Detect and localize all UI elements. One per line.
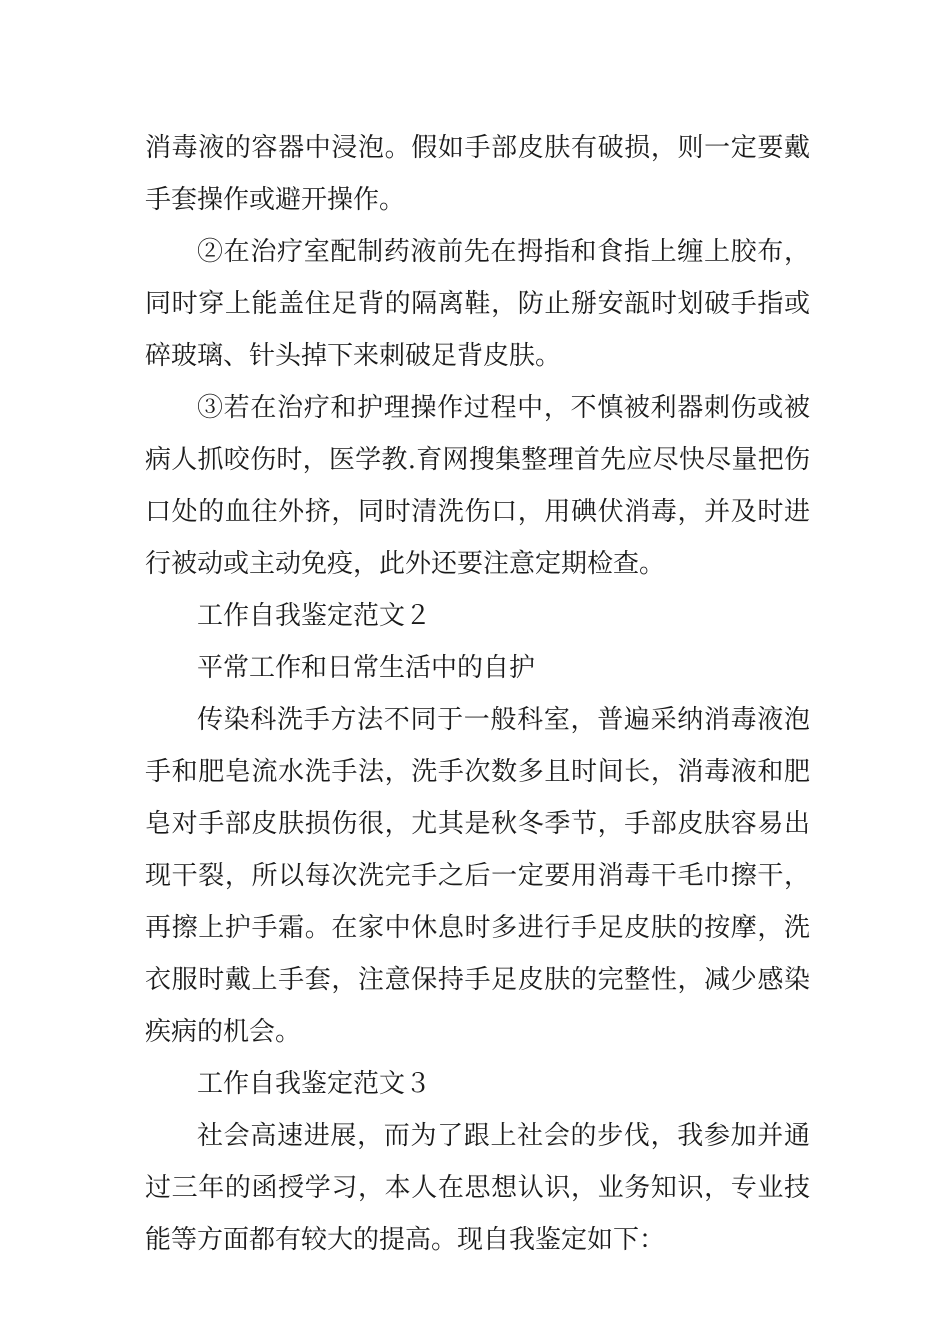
text-line: 传染科洗手方法不同于一般科室，普遍采纳消毒液泡: [197, 705, 810, 735]
document-body: [145, 122, 810, 1266]
text-line: 手和肥皂流水洗手法，洗手次数多且时间长，消毒液和肥: [145, 757, 810, 787]
text-line: 能等方面都有较大的提高。现自我鉴定如下：: [145, 1225, 666, 1255]
text-line: 现干裂，所以每次洗完手之后一定要用消毒干毛巾擦干，: [145, 861, 810, 891]
text-line: 社会高速进展，而为了跟上社会的步伐，我参加并通: [197, 1121, 810, 1151]
section-heading: 工作自我鉴定范文３: [197, 1069, 432, 1099]
text-line: 口处的血往外挤，同时清洗伤口，用碘伏消毒，并及时进: [145, 497, 810, 527]
text-line: 病人抓咬伤时，医学教.育网搜集整理首先应尽快尽量把伤: [145, 445, 810, 475]
text-line: 同时穿上能盖住足背的隔离鞋，防止掰安瓿时划破手指或: [145, 289, 810, 319]
text-line: 碎玻璃、针头掉下来刺破足背皮肤。: [145, 341, 562, 371]
text-line: 过三年的函授学习，本人在思想认识，业务知识，专业技: [145, 1173, 810, 1203]
text-line: 再擦上护手霜。在家中休息时多进行手足皮肤的按摩，洗: [145, 913, 810, 943]
text-line: 消毒液的容器中浸泡。假如手部皮肤有破损，则一定要戴: [145, 133, 810, 163]
text-line: 手套操作或避开操作。: [145, 185, 406, 215]
text-line: 行被动或主动免疫，此外还要注意定期检查。: [145, 549, 666, 579]
text-line: ③若在治疗和护理操作过程中，不慎被利器刺伤或被: [197, 393, 810, 423]
section-heading: 工作自我鉴定范文２: [197, 601, 432, 631]
text-line: 疾病的机会。: [145, 1017, 302, 1047]
text-line: ②在治疗室配制药液前先在拇指和食指上缠上胶布，: [197, 237, 810, 267]
text-line: 衣服时戴上手套，注意保持手足皮肤的完整性，减少感染: [145, 965, 810, 995]
subsection-heading: 平常工作和日常生活中的自护: [197, 653, 536, 683]
text-line: 皂对手部皮肤损伤很，尤其是秋冬季节，手部皮肤容易出: [145, 809, 810, 839]
